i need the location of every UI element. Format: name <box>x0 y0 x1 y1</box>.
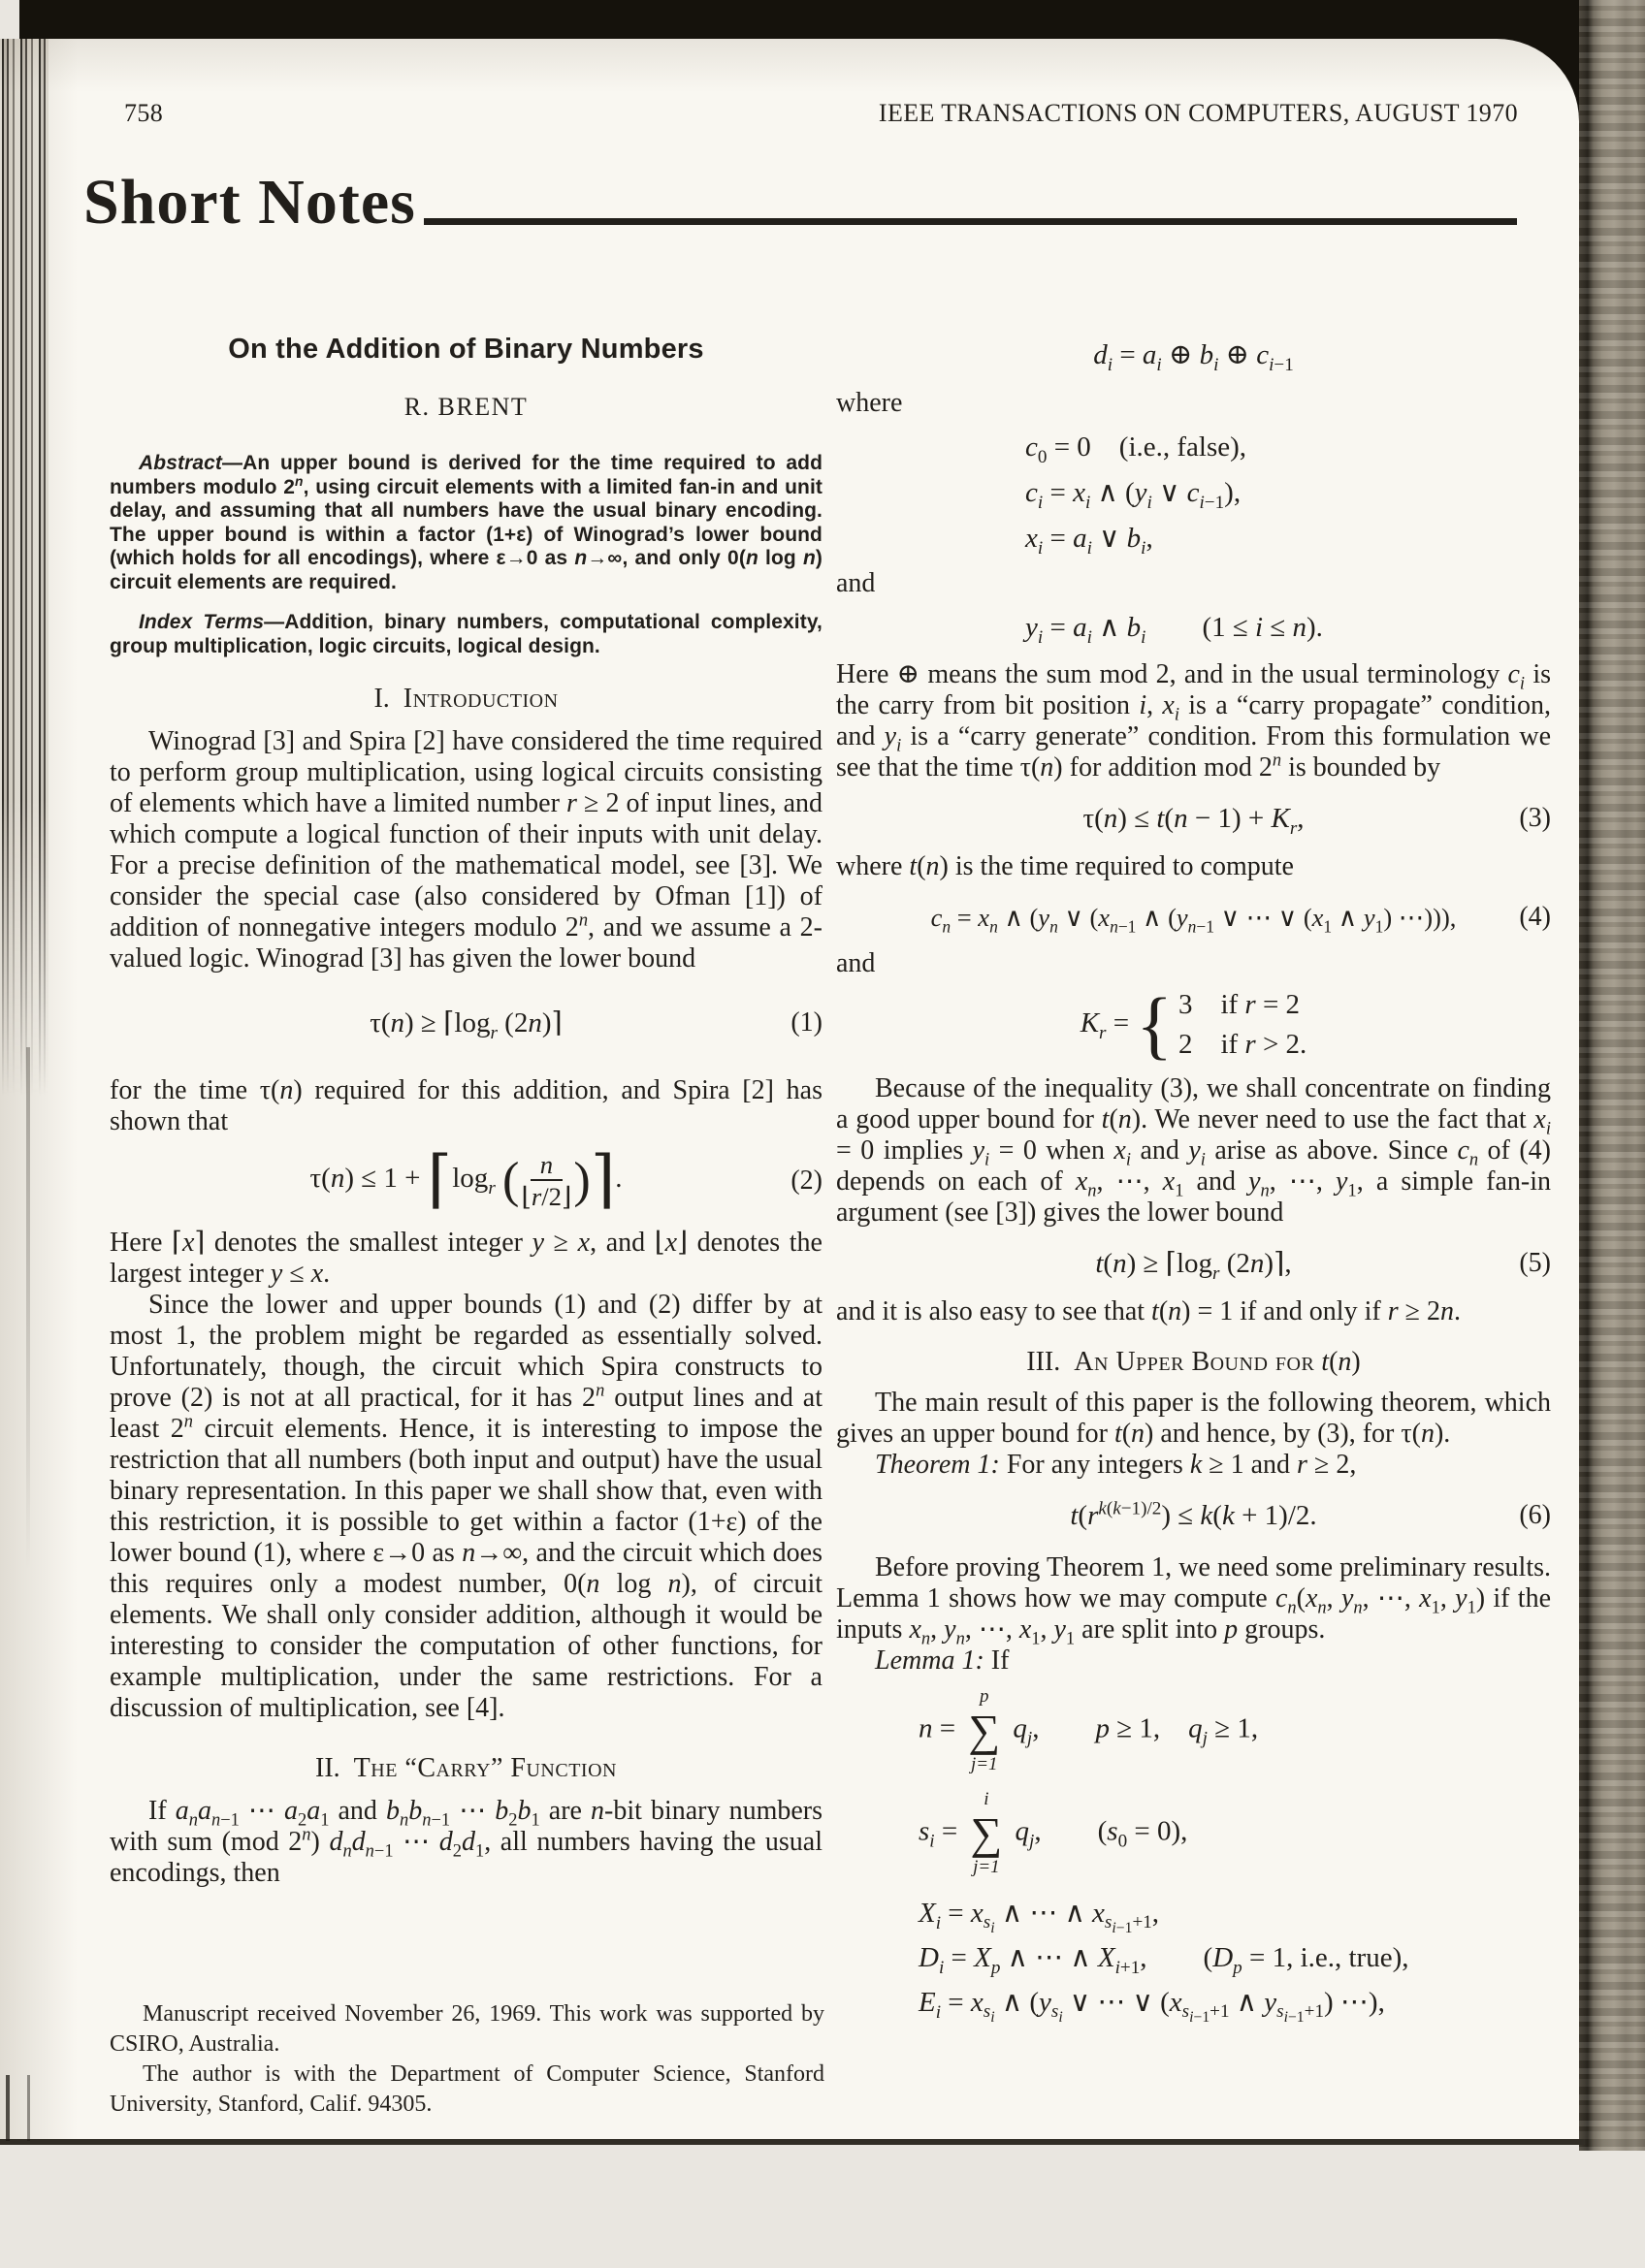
equation-xi: $x_i = a_i$ ∨ $b_i$, <box>1025 523 1153 559</box>
paragraph-before-proving: Before proving Theorem 1, we need some preliminary results. Lemma 1 shows how we may compute $c_n(x_n$, $y_n$, ⋯, $x_1$, $y_1$) if the inputs $x_n$, $y_n$, ⋯, $x_1$, $y_1$ are split into p groups. <box>836 1551 1551 1648</box>
equation-5 <box>836 1244 1551 1283</box>
paragraph-theorem-1: Theorem 1: For any integers k ≥ 1 and r ≥ 2, <box>875 1449 1357 1480</box>
right-column <box>836 328 1552 2027</box>
paragraph-where-tn: where t(n) is the time required to compute <box>836 851 1294 881</box>
equation-di <box>836 335 1551 374</box>
equation-kr-body: $K_r$ = { 3 if r = 2 2 if r > 2. <box>1080 981 1307 1067</box>
article-title: On the Addition of Binary Numbers <box>228 334 704 365</box>
abstract: Abstract—An upper bound is derived for the time required to add numbers modulo 2$^n$, using circuit elements with a limited fan-in and unit delay, and assuming that all numbers have the usual binary encoding. The upper bound is within a factor (1+ε) of Winograd’s lower bound (which holds for all encodings), where ε→0 as n→∞, and only 0(n log n) circuit elements are required. <box>110 452 822 593</box>
paragraph-tn1: and it is also easy to see that t(n) = 1 if and only if r ≥ 2n. <box>836 1295 1461 1326</box>
paragraph-floor-ceiling: Here ⌈x⌉ denotes the smallest integer y ≥ x, and ⌊x⌋ denotes the largest integer y ≤ x. <box>110 1228 822 1290</box>
equation-5-number: (5) <box>1519 1247 1551 1278</box>
equation-1 <box>110 1004 822 1042</box>
word-and: and <box>836 568 876 598</box>
equation-5-body: $t(n) \ge ⌈\log_r$ (2n)⌉, <box>1095 1247 1292 1284</box>
page-number: 758 <box>124 99 164 127</box>
footnote-manuscript: Manuscript received November 26, 1969. This work was supported by CSIRO, Australia. <box>110 2001 824 2057</box>
word-where: where <box>836 388 903 418</box>
equation-yi: $y_i = a_i$ ∧ $b_i$ (1 ≤ i ≤ n). <box>1025 612 1323 648</box>
equation-c0: $c_0 = 0$ (i.e., false), <box>1025 431 1247 467</box>
paragraph-spira: for the time τ(n) required for this addition, and Spira [2] has shown that <box>110 1075 822 1136</box>
heading-carry-function: II. The “Carry” Function <box>315 1753 617 1784</box>
footnote <box>110 1999 824 2120</box>
equation-yi-row <box>1025 609 1551 646</box>
equation-1-body: $\tau(n) \ge ⌈\log_r$ (2n)⌉ <box>370 1007 563 1043</box>
footnote-affiliation: The author is with the Department of Computer Science, Stanford University, Stanford, Calif. 94305. <box>110 2061 824 2117</box>
paragraph-lemma-1: Lemma 1: If <box>875 1645 1010 1676</box>
journal-title: IEEE TRANSACTIONS ON COMPUTERS, AUGUST 1970 <box>878 99 1518 127</box>
banner-underline <box>424 218 1517 225</box>
equation-s-sum: $s_i$ = i ∑ j=1 $q_j$, $(s_0 = 0)$, <box>919 1788 1188 1877</box>
left-column <box>110 328 822 1889</box>
article-author: R. BRENT <box>403 393 529 421</box>
equation-6-number: (6) <box>1519 1499 1551 1530</box>
equation-4-body: $c_n = x_n$ ∧ ($y_n$ ∨ ($x_{n-1}$ ∧ ($y_{n-1}$ ∨ ⋯ ∨ ($x_1$ ∧ $y_1$) ⋯))), <box>930 903 1457 937</box>
equation-ci: $c_i = x_i$ ∧ ($y_i$ ∨ $c_{i-1}$), <box>1025 477 1242 513</box>
paragraph-intro: Winograd [3] and Spira [2] have considered the time required to perform group multiplication, using logical circuits consisting of elements which have a limited number r ≥ 2 of input lines, and which compute a logical function of their inputs with unit delay. For a precise definition of the mathematical model, see [3]. We consider the special case (also considered by Ofman [1]) of addition of nonnegative integers modulo 2$^n$, and we assume a 2-valued logic. Winograd [3] has given the lower bound <box>110 726 822 974</box>
equation-di-body: $d_i = a_i$ ⊕ $b_i$ ⊕ $c_{i-1}$ <box>1093 339 1294 375</box>
equation-3-number: (3) <box>1519 803 1551 833</box>
equation-1-number: (1) <box>790 1007 822 1038</box>
paragraph-terminology: Here ⊕ means the sum mod 2, and in the usual terminology $c_i$ is the carry from bit position i, $x_i$ is a “carry propagate” condition, and $y_i$ is a “carry generate” condition. From this formulation we see that the time τ(n) for addition mod 2$^n$ is bounded by <box>836 659 1551 783</box>
equation-2 <box>110 1145 822 1216</box>
equation-kr <box>836 981 1551 1067</box>
paragraph-bounds-discussion: Since the lower and upper bounds (1) and (2) differ by at most 1, the problem might be regarded as essentially solved. Unfortunately, though, the circuit which Spira constructs to prove (2) is not at all practical, for it has 2$^n$ output lines and at least 2$^n$ circuit elements. Hence, it is interesting to impose the restriction that all numbers (both input and output) have the usual binary representation. In this paper we shall show that, even with this restriction, it is possible to get within a factor (1+ε) of the lower bound (1), where ε→0 as n→∞, and the circuit which does this requires only a modest number, 0(n log n), of circuit elements. We shall only consider addition, although it would be interesting to consider the computation of other functions, for example multiplication, under the same restrictions. For a discussion of multiplication, see [4]. <box>110 1290 823 1724</box>
paragraph-main-result: The main result of this paper is the following theorem, which gives an upper bound for t(n) and hence, by (3), for τ(n). <box>836 1387 1551 1449</box>
heading-introduction: I. Introduction <box>373 684 559 714</box>
equation-6-body: $t(r^{k(k-1)/2}) \le k(k + 1)/2$. <box>1070 1498 1317 1531</box>
equation-Xi: $X_i = x_{s_i}$ ∧ ⋯ ∧ $x_{s_{i-1}+1}$, <box>919 1897 1160 1937</box>
paragraph-carry-setup: If $a_na_{n-1}$ ⋯ $a_2a_1$ and $b_nb_{n-1}$ ⋯ $b_2b_1$ are n-bit binary numbers with sum (mod 2$^n$) $d_nd_{n-1}$ ⋯ $d_2d_1$, all numbers having the usual encodings, then <box>110 1796 823 1889</box>
equation-Ei: $E_i = x_{s_i}$ ∧ ($y_{s_i}$ ∨ ⋯ ∨ ($x_{s_{i-1}+1}$ ∧ $y_{s_{i-1}+1}$) ⋯), <box>919 1986 1385 2027</box>
equation-2-body: $\tau(n) \le 1 + ⌈\log_r$ ( $\frac{n}{⌊r/2⌋}$ )⌉. <box>309 1145 623 1216</box>
section-banner-title: Short Notes <box>83 167 416 238</box>
equation-3 <box>836 799 1551 838</box>
equation-4-number: (4) <box>1519 902 1551 932</box>
word-and-2: and <box>836 948 876 978</box>
heading-upper-bound: III. An Upper Bound for t(n) <box>1026 1346 1361 1377</box>
running-head <box>124 99 1518 128</box>
equation-n-sum: n = p ∑ j=1 $q_j$, p ≥ 1, $q_j \ge 1$, <box>919 1685 1259 1774</box>
index-terms: Index Terms—Addition, binary numbers, computational complexity, group multiplication, logic circuits, logical design. <box>110 611 822 657</box>
equation-group-carry <box>1025 429 1551 557</box>
equation-4 <box>836 898 1551 937</box>
equation-3-body: $\tau(n) \le t(n - 1) + K_r$, <box>1082 803 1305 839</box>
section-banner <box>83 167 1517 238</box>
paragraph-inequality: Because of the inequality (3), we shall concentrate on finding a good upper bound for t(n). We never need to use the fact that $x_i = 0$ implies $y_i = 0$ when $x_i$ and $y_i$ arise as above. Since $c_n$ of (4) depends on each of $x_n$, ⋯, $x_1$ and $y_n$, ⋯, $y_1$, a simple fan-in argument (see [3]) gives the lower bound <box>836 1072 1552 1228</box>
equation-6 <box>836 1496 1551 1535</box>
equation-2-number: (2) <box>790 1165 822 1196</box>
equation-Di: $D_i = X_p$ ∧ ⋯ ∧ $X_{i+1}$, ($D_p = 1$, i.e., true), <box>919 1941 1409 1978</box>
